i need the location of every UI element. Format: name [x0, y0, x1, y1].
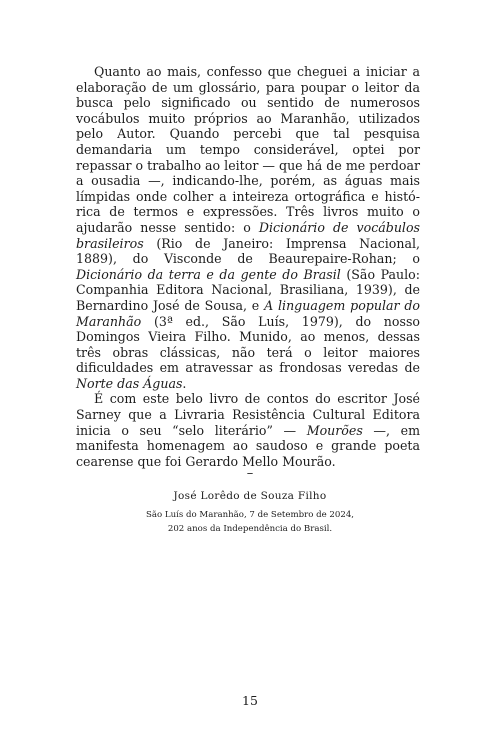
dateline	[0, 509, 500, 536]
book-title-linguagem-popular: A linguagem popular do Maranhão	[76, 297, 420, 329]
body-text	[76, 64, 420, 469]
text-run: —, em manifesta homenagem ao saudoso e grande poeta cearense que foi Gerardo Mello Mourão.	[76, 422, 421, 469]
text-run: É com este belo livro de contos do escritor José Sarney que a Livraria Resistência Cultural Editora inicia o seu “selo literário” —	[76, 391, 420, 438]
book-title-norte-das-aguas: Norte das Águas	[76, 375, 183, 391]
text-run: (São Paulo: Companhia Editora Nacional, Brasiliana, 1939), de Bernardino José de Sousa, e	[76, 266, 420, 313]
text-run: (Rio de Janeiro: Imprensa Nacional, 1889), do Visconde de Beaurepaire-Rohan; o	[76, 235, 420, 267]
text-run: Quanto ao mais, confesso que cheguei a iniciar a elaboração de um glossário, para poupar o leitor da busca pelo significado ou sentido de numerosos vocábulos muito próprios ao Maranhão, utilizados pelo Autor. Quando percebi que tal pesquisa demandaria um tempo considerável, optei por repassar o trabalho ao leitor — que há de me perdoar a ousadia —, indicando-lhe, porém, as águas mais límpidas onde colher a inteireza ortográfica e histórica de termos e expressões. Três livros muito o ajudarão nesse sentido: o	[76, 64, 420, 235]
dateline-place-date: São Luís do Maranhão, 7 de Setembro de 2024,	[145, 510, 355, 520]
book-title-dicionario-vocabulos: Dicionário de vocábulos brasileiros	[76, 219, 420, 251]
text-run: (3ª ed., São Luís, 1979), do nosso Domingos Vieira Filho. Munido, ao menos, dessas três obras clássicas, não terá o leitor maiores dificuldades em atravessar as frondosas veredas de	[76, 313, 420, 376]
paragraph-glossary	[76, 64, 420, 391]
imprint-name-mouroes: Mourões	[306, 422, 363, 438]
paragraph-publisher	[76, 391, 420, 469]
book-title-dicionario-terra: Dicionário da terra e da gente do Brasil	[76, 266, 341, 282]
author-signature: José Lorêdo de Souza Filho	[173, 490, 327, 502]
text-run: .	[182, 375, 187, 391]
section-separator: –	[246, 466, 254, 481]
dateline-independence: 202 anos da Independência do Brasil.	[167, 523, 333, 534]
page-number: 15	[242, 693, 258, 708]
